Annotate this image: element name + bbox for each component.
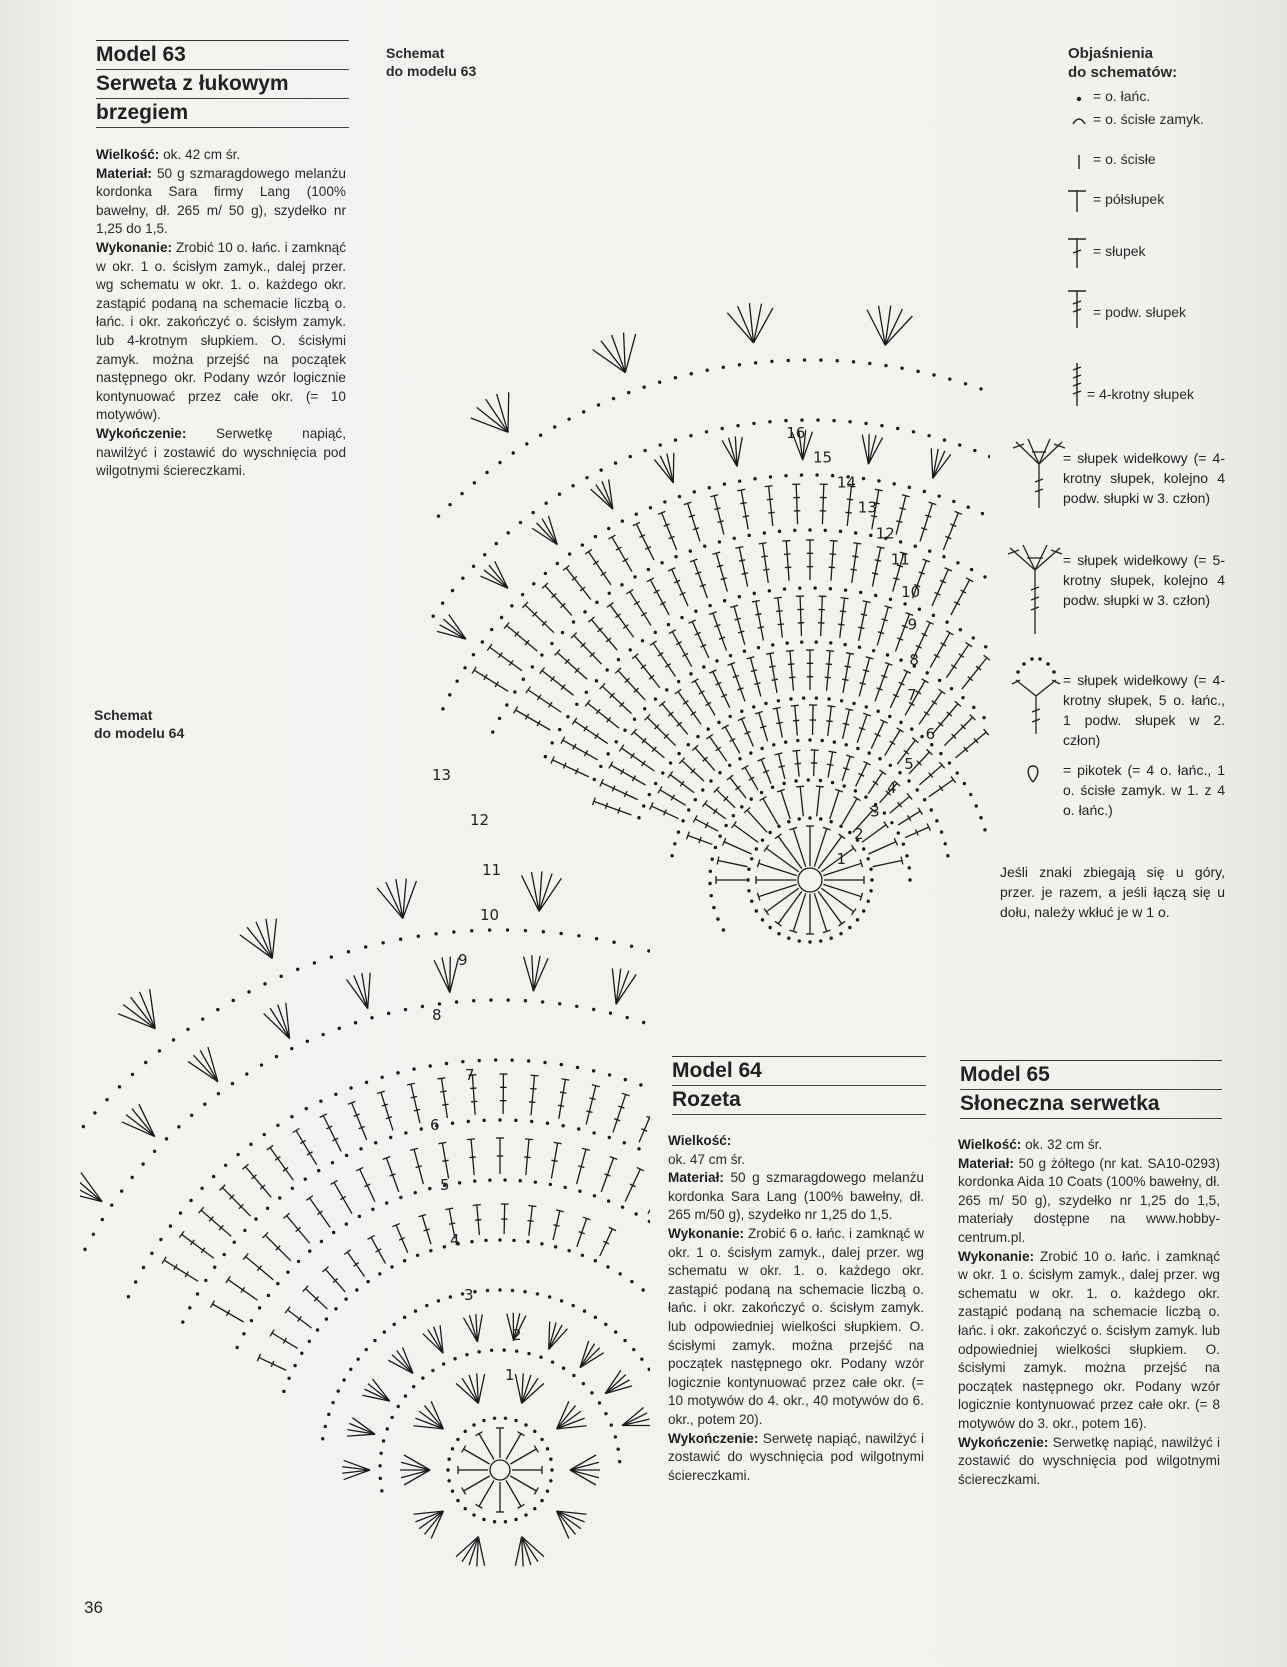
legend-item-quadruple: = 4-krotny słupek (1087, 386, 1194, 402)
slip-stitch-icon (1070, 112, 1088, 126)
legend-title-line2: do schematów: (1068, 64, 1178, 81)
schema64-label-line1: Schemat (94, 707, 153, 723)
legend-title-line1: Objaśnienia (1068, 45, 1154, 62)
model63-size-value: ok. 42 cm śr. (159, 147, 241, 162)
y-stitch-chain-icon (1008, 654, 1064, 736)
chart63-round-number: 16 (786, 424, 806, 443)
chart64-round-number: 8 (432, 1006, 442, 1024)
model64-work-value: Zrobić 6 o. łańc. i zamknąć w okr. 1 o. ścisłym zamyk., dalej przer. wg schematu w okr. 1. o. każdego okr. zastąpić podaną na schemacie liczbą o. łańc. i okr. zakończyć o. ścisłym zamyk. lub odpowiedniej wielkości słupkiem. O. ścisłymi zamyk. można przejść na początek następnego okr. Podany wzór logicznie kontynuować przez całe okr. (= 10 motywów do 4. okr., 40 motywów do 6. okr., potem 20). (668, 1225, 924, 1427)
schema64-label (94, 706, 184, 742)
legend-item-y-stitch-4: = słupek widełkowy (= 4-krotny słupek, kolejno 4 podw. słupki w 3. człon) (1063, 450, 1225, 506)
chart64-round-number: 13 (432, 766, 452, 784)
model64-material-label: Materiał: (668, 1170, 724, 1186)
model63-name-line2: brzegiem (96, 99, 349, 128)
chart63-round-number: 2 (854, 825, 864, 844)
chart64-round-number: 3 (464, 1286, 474, 1304)
legend-item-half-double: = półsłupek (1093, 191, 1165, 207)
model63-material-label: Materiał: (96, 165, 152, 181)
model64-size-label: Wielkość: (668, 1133, 732, 1148)
chart64-strokes (80, 871, 650, 1566)
chart64-round-number: 5 (440, 1176, 450, 1194)
half-double-crochet-icon (1065, 188, 1089, 214)
y-stitch-4-icon (1010, 434, 1068, 510)
double-crochet-icon (1065, 236, 1089, 270)
model63-description (96, 146, 346, 481)
y-stitch-5-icon (1005, 540, 1065, 636)
model63-name-line1: Serweta z łukowym (96, 70, 349, 99)
model63-size-label: Wielkość: (96, 147, 160, 162)
chart64-round-number: 2 (512, 1326, 522, 1344)
chart63-round-number: 7 (907, 686, 917, 705)
quadruple-treble-icon (1065, 360, 1089, 408)
chart63-round-number: 4 (887, 778, 897, 797)
chart64-round-number: 12 (470, 811, 490, 829)
model63-finish-value: Serwetkę napiąć, nawilżyć i zostawić do wyschnięcia pod wilgotnymi ściereczkami. (96, 425, 346, 479)
model64-finish-label: Wykończenie: (668, 1430, 759, 1446)
model64-finish-value: Serwetę napiąć, nawilżyć i zostawić do wyschnięcia pod wilgotnymi ściereczkami. (668, 1430, 924, 1483)
chart63-round-number: 8 (909, 651, 919, 670)
chart64-round-number: 7 (465, 1066, 475, 1084)
model65-number: Model 65 (960, 1061, 1222, 1090)
model63-work-label: Wykonanie: (96, 239, 173, 255)
model64-name: Rozeta (672, 1086, 926, 1115)
legend-title (1068, 44, 1177, 82)
model65-title-block (960, 1060, 1222, 1119)
chart64-round-number: 9 (458, 951, 468, 969)
chart64-round-number: 6 (430, 1116, 440, 1134)
chart64-round-number: 10 (480, 906, 500, 924)
legend-item-treble: = podw. słupek (1093, 304, 1187, 320)
chart63-round-number: 14 (836, 473, 856, 492)
chart63-round-number: 6 (925, 725, 936, 744)
legend-item-double-crochet: = słupek (1093, 243, 1146, 259)
legend-item-single-crochet: = o. ścisłe (1093, 151, 1156, 167)
model64-number: Model 64 (672, 1057, 926, 1086)
schema63-label-line1: Schemat (386, 45, 445, 61)
legend-item-y-stitch-5: = słupek widełkowy (= 5-krotny słupek, kolejno 4 podw. słupki w 3. człon) (1063, 552, 1225, 608)
model65-work-value: Zrobić 10 o. łańc. i zamknąć w okr. 1 o. ścisłym zamyk., dalej przer. wg schematu w okr. 1. o. każdego okr. zastąpić podaną na schemacie liczbą o. łańc. i okr. zakończyć o. ścisłym zamyk. lub odpowiedniej wielkości słupkiem. O. ścisłymi zamyk. można przejść na początek następnego okr. Podany wzór logicznie kontynuować przez całe okr. (= 8 motywów do 3. okr., potem 16). (958, 1248, 1220, 1431)
model63-work-value: Zrobić 10 o. łańc. i zamknąć w okr. 1 o. ścisłym zamyk., dalej przer. wg schematu w okr. 1. o. każdego okr. zastąpić podaną na schemacie liczbą o. łańc. i okr. zakończyć o. ścisłym zamyk. lub 4-krotnym słupkiem. O. ścisłymi zamyk. można przejść na początek następnego okr. Podany wzór logicznie kontynuować przez całe okr. (= 10 motywów). (96, 239, 346, 423)
chart63-round-number: 5 (904, 754, 914, 773)
page-number: 36 (84, 1598, 103, 1617)
model63-number: Model 63 (96, 41, 349, 70)
schema63-label-line2: do modelu 63 (386, 63, 477, 79)
model65-description (958, 1136, 1220, 1489)
chart63-round-number: 10 (901, 583, 921, 602)
model65-material-label: Materiał: (958, 1155, 1014, 1171)
chart63-round-number: 12 (875, 524, 895, 543)
legend-item-picot: = pikotek (= 4 o. łańc., 1 o. ścisłe zamyk. w 1. z 4 o. łańc.) (1063, 762, 1225, 818)
single-crochet-icon (1072, 152, 1086, 172)
legend-item-y-stitch-chain: = słupek widełkowy (= 4-krotny słupek, 5 o. łańc., 1 podw. słupek w 2. człon) (1063, 672, 1225, 748)
chart64-round-number: 1 (505, 1366, 515, 1384)
model64-size-value: ok. 47 cm śr. (668, 1151, 746, 1167)
model63-finish-label: Wykończenie: (96, 425, 187, 441)
chart63-round-number: 9 (907, 615, 918, 634)
model65-work-label: Wykonanie: (958, 1248, 1035, 1264)
model65-finish-label: Wykończenie: (958, 1434, 1049, 1450)
chart63-round-number: 13 (857, 498, 877, 517)
schema64-label-line2: do modelu 64 (94, 725, 185, 741)
legend-note: Jeśli znaki zbiegają się u góry, przer. je razem, a jeśli łączą się u dołu, należy wkłuć je w 1 o. (1000, 864, 1225, 920)
treble-crochet-icon (1065, 288, 1089, 330)
chart64-round-number: 11 (482, 861, 502, 879)
legend-item-chain: = o. łańc. (1093, 88, 1151, 104)
chart63-round-number: 11 (890, 550, 910, 569)
picot-icon (1024, 762, 1042, 784)
chart63-round-number: 1 (836, 849, 847, 868)
model64-work-label: Wykonanie: (668, 1225, 745, 1241)
legend-item-slip-stitch: = o. ścisłe zamyk. (1093, 111, 1204, 127)
model64-title-block (672, 1056, 926, 1115)
chart64-round-number: 4 (450, 1231, 460, 1249)
crochet-chart-model64 (80, 740, 650, 1620)
chart63-round-number: 15 (812, 448, 833, 467)
chart63-round-number: 3 (870, 802, 880, 821)
model64-material-value: 50 g szmaragdowego melanżu kordonka Sara Lang (100% bawełny, dł. 265 m/50 g), szydełko nr 1,25 do 1,5. (668, 1170, 924, 1223)
model64-description (668, 1132, 924, 1485)
model63-title-block (96, 40, 349, 128)
model65-finish-value: Serwetkę napiąć, nawilżyć i zostawić do wyschnięcia pod wilgotnymi ściereczkami. (958, 1434, 1220, 1487)
model65-name: Słoneczna serwetka (960, 1090, 1222, 1119)
chain-stitch-icon (1072, 92, 1086, 106)
model65-size-label: Wielkość: (958, 1137, 1022, 1152)
model65-material-value: 50 g żółtego (nr kat. SA10-0293) kordonka Aida 10 Coats (100% bawełny, dł. 265 m/ 50 g), szydełko nr 1,25 do 1,5, materiały dostępne na www.hobby-centrum.pl. (958, 1155, 1220, 1245)
model65-size-value: ok. 32 cm śr. (1021, 1137, 1103, 1152)
model63-material-value: 50 g szmaragdowego melanżu kordonka Sara firmy Lang (100% bawełny, dł. 265 m/ 50 g), szydełko nr 1,25 do 1,5. (96, 165, 346, 237)
